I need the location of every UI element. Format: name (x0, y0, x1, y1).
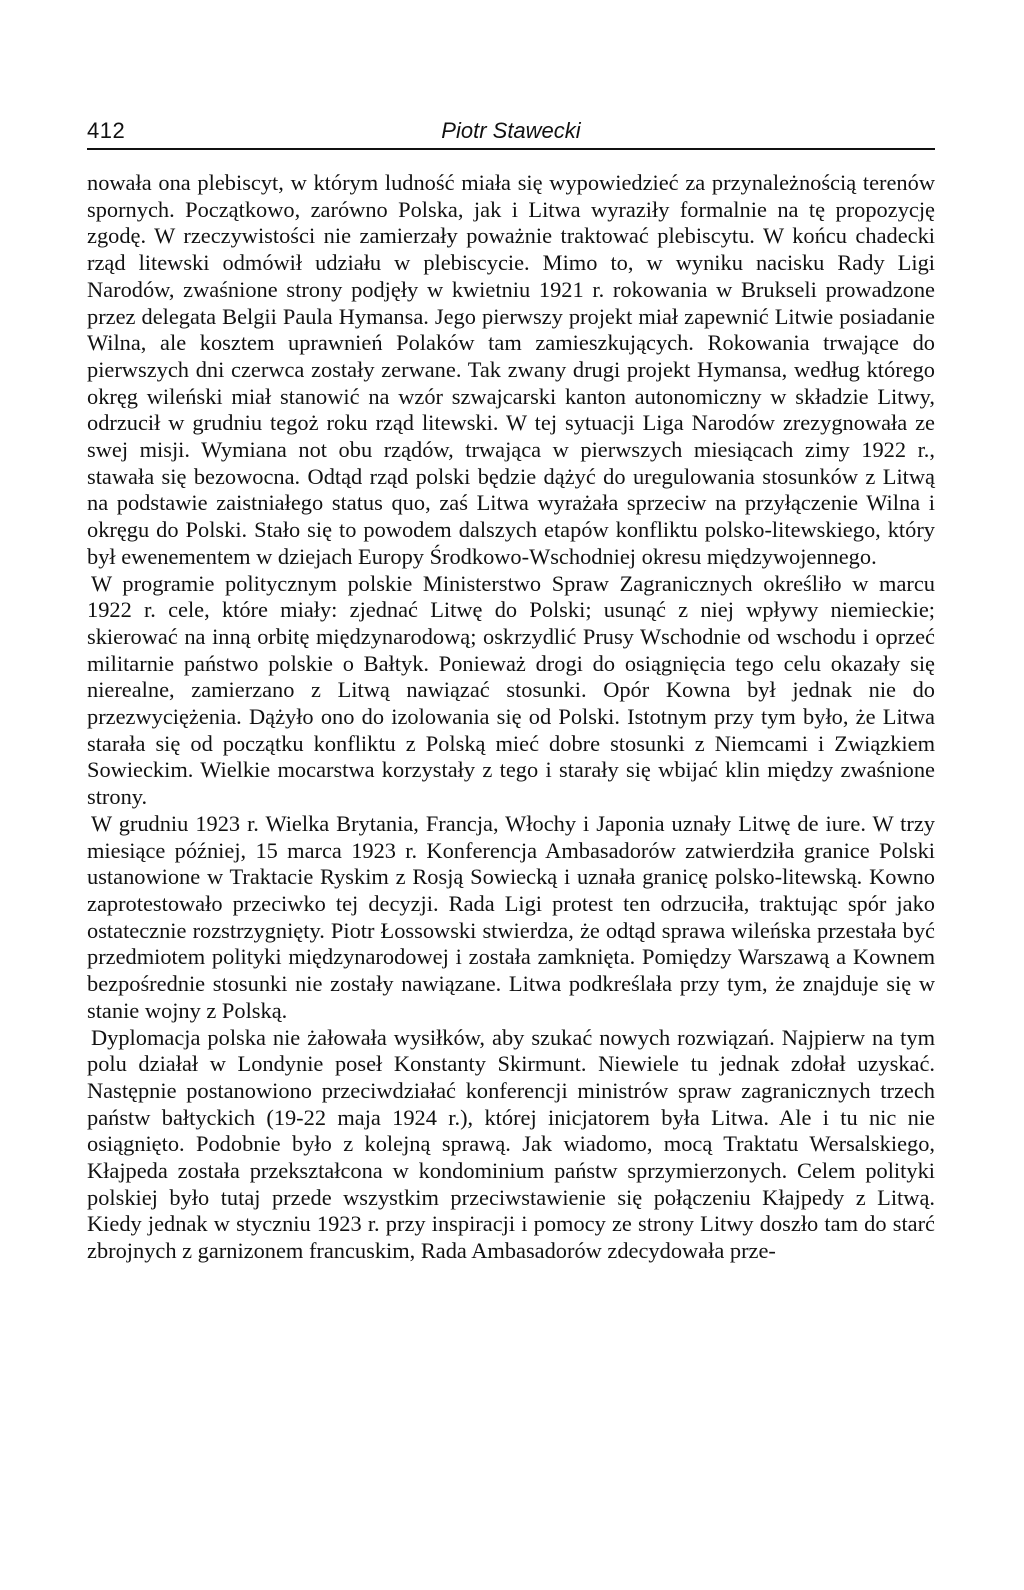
paragraph: nowała ona plebiscyt, w którym ludność miała się wypowiedzieć za przynależnością terenów spornych. Początkowo, zarówno Polska, jak i Litwa wyraziły formalnie na tę propozycję zgodę. W rzeczywistości nie zamierzały poważnie traktować plebiscytu. W końcu chadecki rząd litewski odmówił udziału w plebiscycie. Mimo to, w wyniku nacisku Rady Ligi Narodów, zwaśnione strony podjęły w kwietniu 1921 r. rokowania w Brukseli prowadzone przez delegata Belgii Paula Hymansa. Jego pierwszy projekt miał zapewnić Litwie posiadanie Wilna, ale kosztem uprawnień Polaków tam zamieszkujących. Rokowania trwające do pierwszych dni czerwca zostały zerwane. Tak zwany drugi projekt Hymansa, według którego okręg wileński miał stanowić na wzór szwajcarski kanton autonomiczny w składzie Litwy, odrzucił w grudniu tegoż roku rząd litewski. W tej sytuacji Liga Narodów zrezygnowała ze swej misji. Wymiana not obu rządów, trwająca w pierwszych miesiącach zimy 1922 r., stawała się bezowocna. Odtąd rząd polski będzie dążyć do uregulowania stosunków z Litwą na podstawie zaistniałego status quo, zaś Litwa wyrażała sprzeciw na przyłączenie Wilna i okręgu do Polski. Stało się to powodem dalszych etapów konfliktu polsko-litewskiego, który był ewenementem w dziejach Europy Środkowo-Wschodniej okresu międzywojennego. (87, 170, 935, 569)
body-text (87, 170, 935, 1265)
paragraph: Dyplomacja polska nie żałowała wysiłków, aby szukać nowych rozwiązań. Najpierw na tym polu działał w Londynie poseł Konstanty Skirmunt. Niewiele tu jednak zdołał uzyskać. Następnie postanowiono przeciwdziałać konferencji ministrów spraw zagranicznych trzech państw bałtyckich (19-22 maja 1924 r.), której inicjatorem była Litwa. Ale i tu nic nie osiągnięto. Podobnie było z kolejną sprawą. Jak wiadomo, mocą Traktatu Wersalskiego, Kłajpeda została przekształcona w kondominium państw sprzymierzonych. Celem polityki polskiej było tutaj przede wszystkim przeciwstawienie się połączeniu Kłajpedy z Litwą. Kiedy jednak w styczniu 1923 r. przy inspiracji i pomocy ze strony Litwy doszło tam do starć zbrojnych z garnizonem francuskim, Rada Ambasadorów zdecydowała prze- (87, 1024, 935, 1264)
paragraph: W programie politycznym polskie Ministerstwo Spraw Zagranicznych określiło w marcu 1922 r. cele, które miały: zjednać Litwę do Polski; usunąć z niej wpływy niemieckie; skierować na inną orbitę międzynarodową; oskrzydlić Prusy Wschodnie od wschodu i oprzeć militarnie państwo polskie o Bałtyk. Ponieważ drogi do osiągnięcia tego celu okazały się nierealne, zamierzano z Litwą nawiązać stosunki. Opór Kowna był jednak nie do przezwyciężenia. Dążyło ono do izolowania się od Polski. Istotnym przy tym było, że Litwa starała się od początku konfliktu z Polską mieć dobre stosunki z Niemcami i Związkiem Sowieckim. Wielkie mocarstwa korzystały z tego i starały się wbijać klin między zwaśnione strony. (87, 570, 935, 810)
book-page (87, 112, 935, 1265)
paragraph: W grudniu 1923 r. Wielka Brytania, Francja, Włochy i Japonia uznały Litwę de iure. W trzy miesiące później, 15 marca 1923 r. Konferencja Ambasadorów zatwierdziła granice Polski ustanowione w Traktacie Ryskim z Rosją Sowiecką i uznała granicę polsko-litewską. Kowno zaprotestowało przeciwko tej decyzji. Rada Ligi protest ten odrzuciła, traktując spór jako ostatecznie rozstrzygnięty. Piotr Łossowski stwierdza, że odtąd sprawa wileńska przestała być przedmiotem polityki międzynarodowej i została zamknięta. Pomiędzy Warszawą a Kownem bezpośrednie stosunki nie zostały nawiązane. Litwa podkreślała przy tym, że znajduje się w stanie wojny z Polską. (87, 810, 935, 1023)
page-number: 412 (87, 118, 126, 143)
running-title: Piotr Stawecki (441, 118, 581, 143)
running-header (87, 112, 935, 150)
